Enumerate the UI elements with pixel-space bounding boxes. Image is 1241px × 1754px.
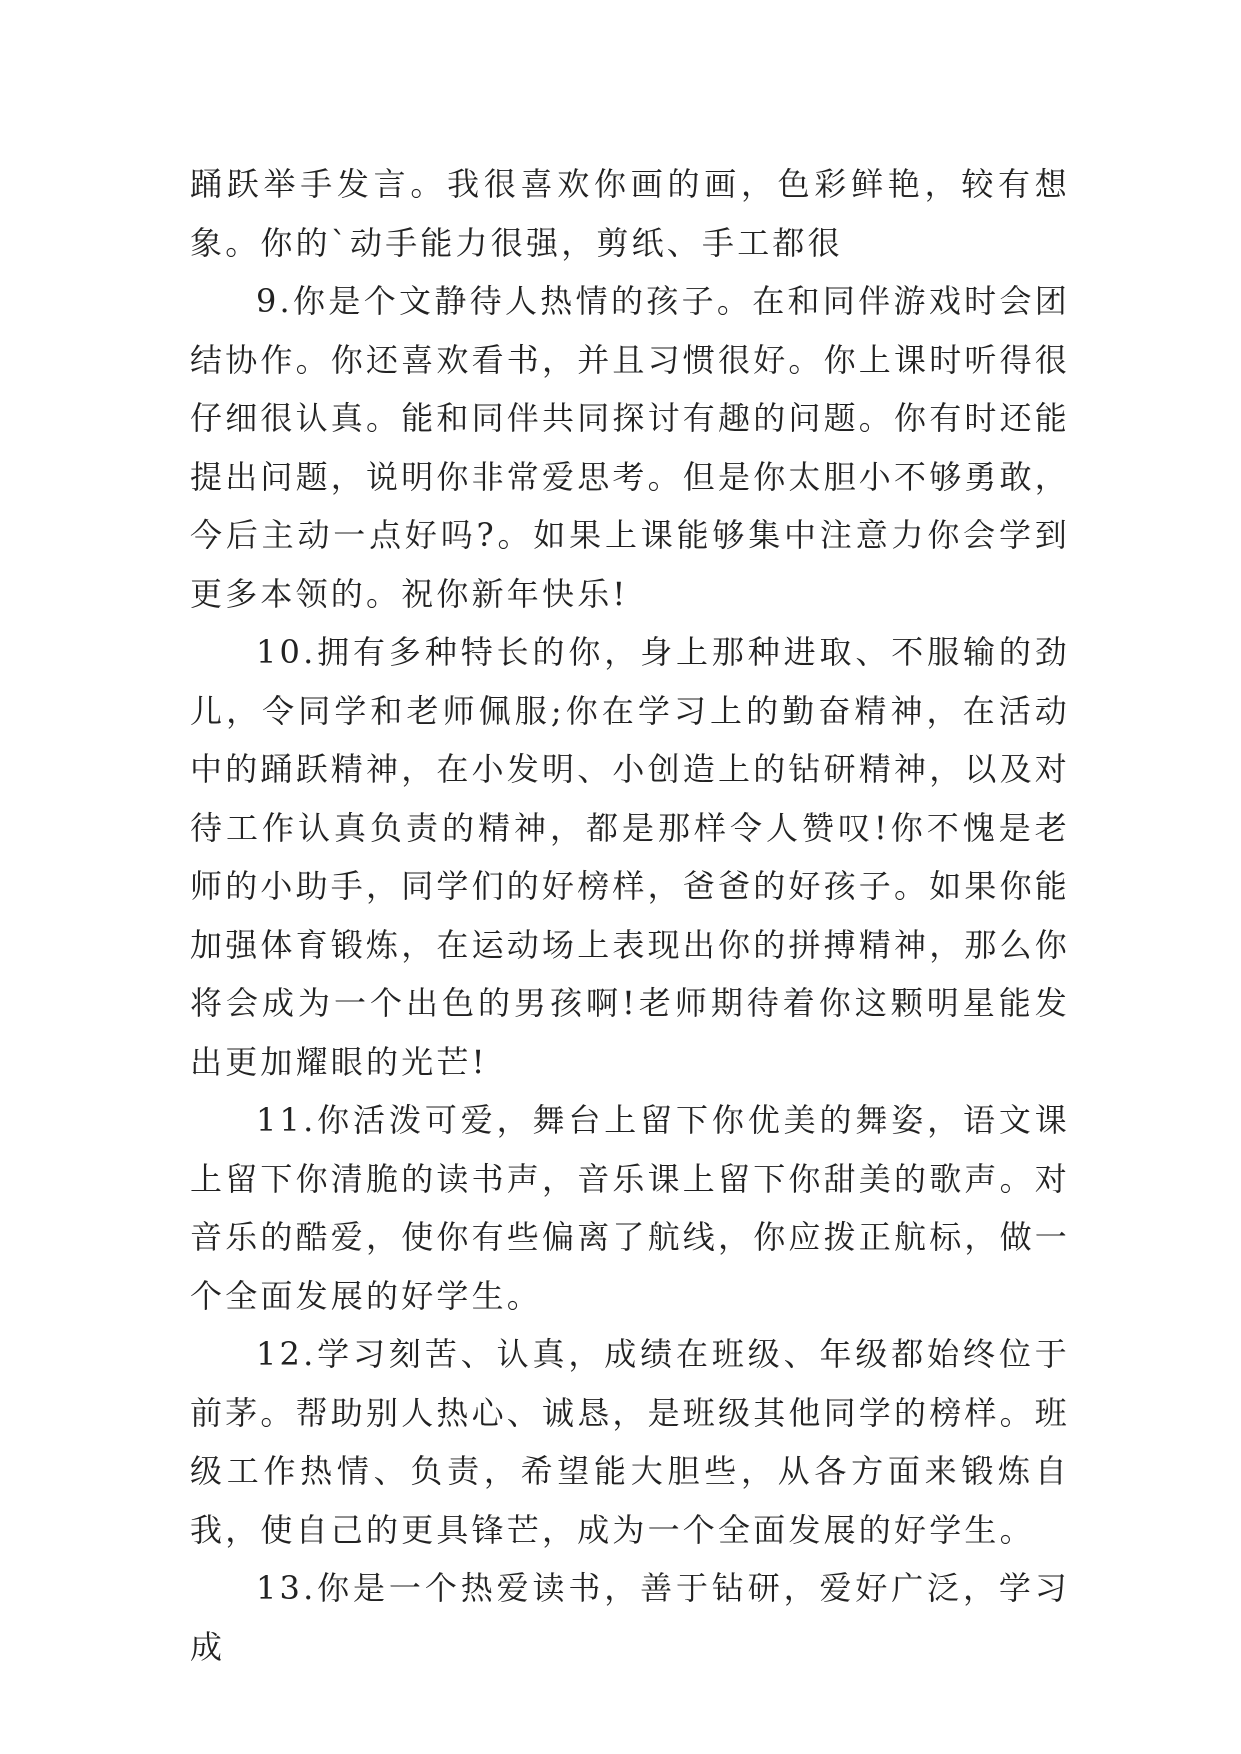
paragraph-item-12: 12.学习刻苦、认真，成绩在班级、年级都始终位于前茅。帮助别人热心、诚恳，是班级其他同学的榜样。班级工作热情、负责，希望能大胆些，从各方面来锻炼自我，使自己的更具锋芒，成为一个全面发展的好学生。 — [190, 1335, 1071, 1549]
paragraph-item-11: 11.你活泼可爱，舞台上留下你优美的舞姿，语文课上留下你清脆的读书声，音乐课上留下你甜美的歌声。对音乐的酷爱，使你有些偏离了航线，你应拨正航标，做一个全面发展的好学生。 — [190, 1101, 1071, 1315]
paragraph-continued: 踊跃举手发言。我很喜欢你画的画，色彩鲜艳，较有想象。你的`动手能力很强，剪纸、手工都很 — [190, 165, 1070, 262]
paragraph-item-10: 10.拥有多种特长的你，身上那种进取、不服输的劲儿，令同学和老师佩服;你在学习上的勤奋精神，在活动中的踊跃精神，在小发明、小创造上的钻研精神，以及对待工作认真负责的精神，都是那样令人赞叹!你不愧是老师的小助手，同学们的好榜样，爸爸的好孩子。如果你能加强体育锻炼，在运动场上表现出你的拼搏精神，那么你将会成为一个出色的男孩啊!老师期待着你这颗明星能发出更加耀眼的光芒! — [190, 633, 1071, 1081]
paragraph-item-13: 13.你是一个热爱读书，善于钻研，爱好广泛，学习成 — [190, 1569, 1070, 1666]
document-body — [190, 155, 1070, 1676]
paragraph-item-9: 9.你是个文静待人热情的孩子。在和同伴游戏时会团结协作。你还喜欢看书，并且习惯很好。你上课时听得很仔细很认真。能和同伴共同探讨有趣的问题。你有时还能提出问题，说明你非常爱思考。但是你太胆小不够勇敢，今后主动一点好吗?。如果上课能够集中注意力你会学到更多本领的。祝你新年快乐! — [190, 282, 1071, 613]
